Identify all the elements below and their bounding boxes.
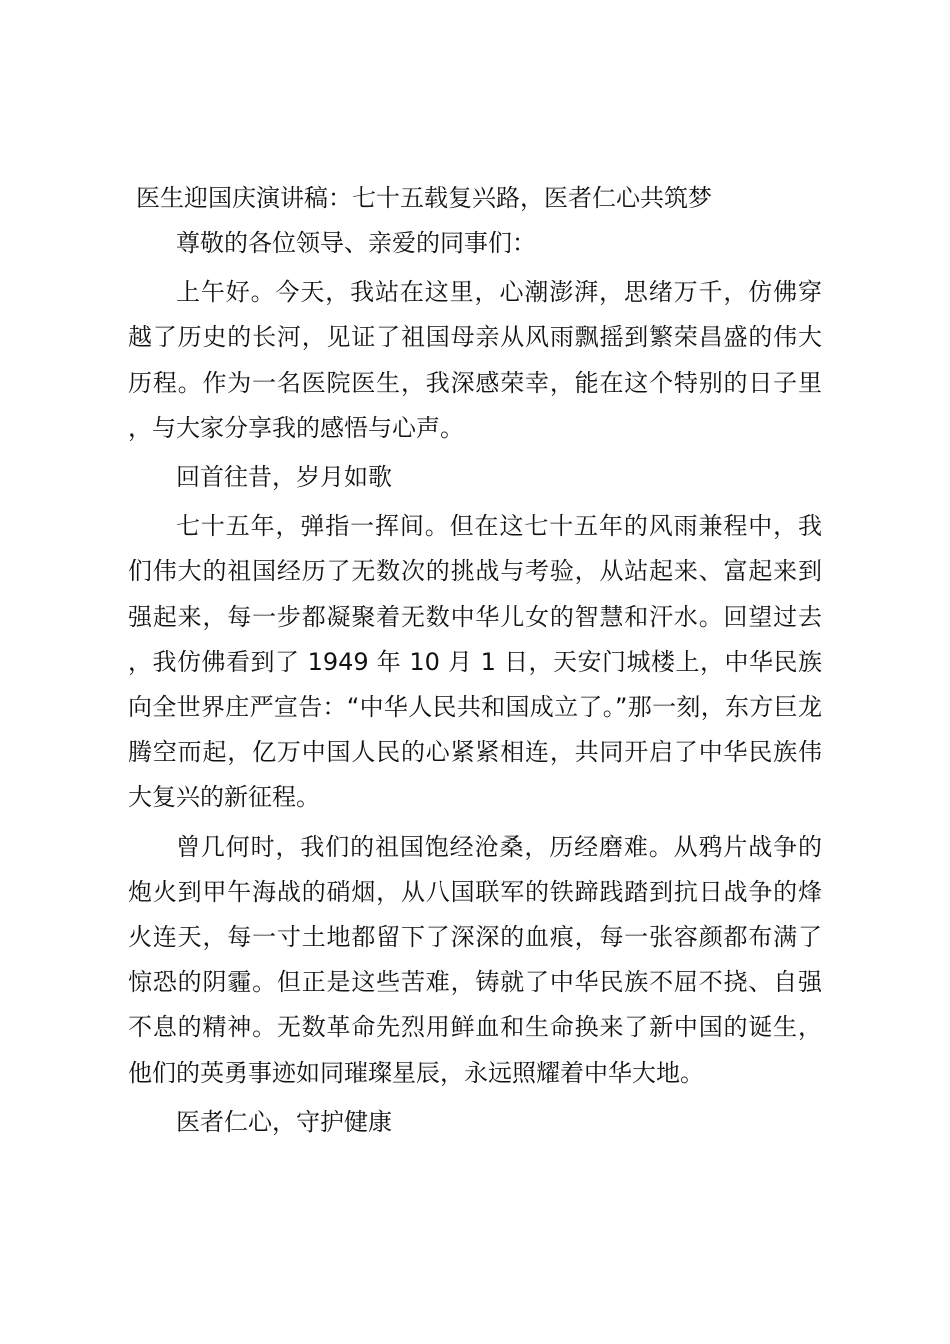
paragraph-seventy-five-years: 七十五年，弹指一挥间。但在这七十五年的风雨兼程中，我们伟大的祖国经历了无数次的挑战与考验，从站起来、富起来到强起来，每一步都凝聚着无数中华儿女的智慧和汗水。回望过去，我仿佛看到了 1949 年 10 月 1 日，天安门城楼上，中华民族向全世界庄严宣告：“中华人民共和国成立了。”那一刻，东方巨龙腾空而起，亿万中国人民的心紧紧相连，共同开启了中华民族伟大复兴的新征程。 [128,512,822,812]
document-title: 医生迎国庆演讲稿：七十五载复兴路，医者仁心共筑梦 [136,184,712,212]
section-heading-medical-care: 医者仁心，守护健康 [176,1107,392,1136]
document-body [128,176,822,1149]
paragraph-history-hardships: 曾几何时，我们的祖国饱经沧桑，历经磨难。从鸦片战争的炮火到甲午海战的硝烟，从八国联军的铁蹄践踏到抗日战争的烽火连天，每一寸土地都留下了深深的血痕，每一张容颜都布满了惊恐的阴霾。但正是这些苦难，铸就了中华民族不屈不挠、自强不息的精神。无数革命先烈用鲜血和生命换来了新中国的诞生，他们的英勇事迹如同璀璨星辰，永远照耀着中华大地。 [128,832,822,1087]
salutation: 尊敬的各位领导、亲爱的同事们： [176,229,536,257]
section-heading-looking-back: 回首往昔，岁月如歌 [176,463,392,492]
paragraph-opening: 上午好。今天，我站在这里，心潮澎湃，思绪万千，仿佛穿越了历史的长河，见证了祖国母亲从风雨飘摇到繁荣昌盛的伟大历程。作为一名医院医生，我深感荣幸，能在这个特别的日子里，与大家分享我的感悟与心声。 [128,278,822,442]
